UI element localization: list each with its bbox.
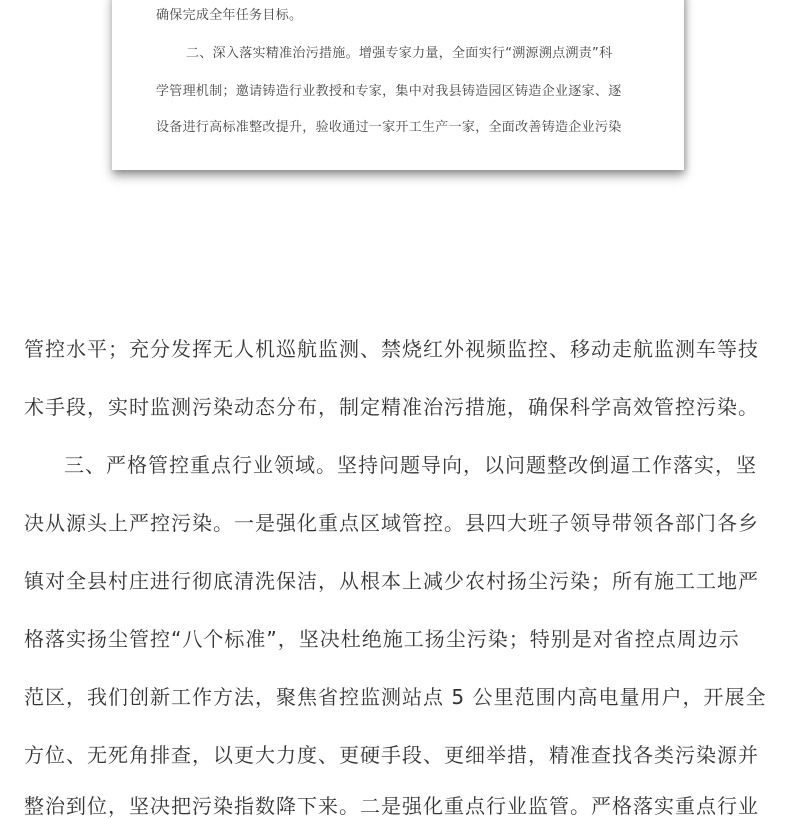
card-paragraph-line: 确保完成全年任务目标。 — [156, 8, 303, 23]
body-text-line: 范区，我们创新工作方法，聚焦省控监测站点 5 公里范围内高电量用户，开展全 — [24, 685, 767, 709]
card-paragraph-line: 学管理机制；邀请铸造行业教授和专家，集中对我县铸造园区铸造企业逐家、逐 — [156, 84, 622, 99]
body-text-line: 术手段，实时监测污染动态分布，制定精准治污措施，确保科学高效管控污染。 — [24, 395, 759, 419]
body-text-line: 三、严格管控重点行业领域。坚持问题导向，以问题整改倒逼工作落实，坚 — [64, 453, 757, 477]
body-text-line: 整治到位，坚决把污染指数降下来。二是强化重点行业监管。严格落实重点行业 — [24, 794, 759, 818]
body-text-line: 镇对全县村庄进行彻底清洗保洁，从根本上减少农村扬尘污染；所有施工工地严 — [24, 569, 759, 593]
body-text-line: 管控水平；充分发挥无人机巡航监测、禁烧红外视频监控、移动走航监测车等技 — [24, 337, 759, 361]
body-text-line: 方位、无死角排查，以更大力度、更硬手段、更细举措，精准查找各类污染源并 — [24, 743, 759, 767]
card-paragraph-line: 二、深入落实精准治污措施。增强专家力量，全面实行“溯源溯点溯责”科 — [186, 46, 613, 61]
card-paragraph-line: 设备进行高标准整改提升，验收通过一家开工生产一家，全面改善铸造企业污染 — [156, 120, 622, 135]
body-text-line: 格落实扬尘管控“八个标准”，坚决杜绝施工扬尘污染；特别是对省控点周边示 — [24, 627, 740, 651]
body-text-line: 决从源头上严控污染。一是强化重点区域管控。县四大班子领导带领各部门各乡 — [24, 511, 759, 535]
document-preview-card — [112, 0, 684, 170]
